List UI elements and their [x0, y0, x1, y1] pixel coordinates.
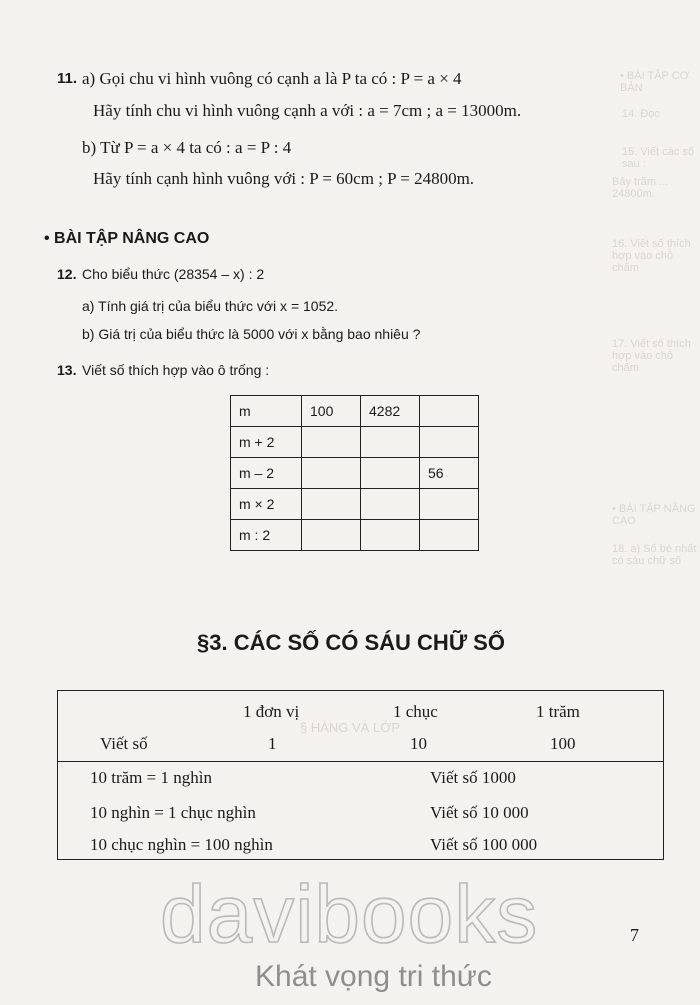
divider [58, 761, 663, 762]
table-cell: m [231, 396, 302, 427]
bleed-through-text: 15. Viết các số sau : [622, 146, 694, 170]
bleed-through-text: 17. Viết số thích hợp vào chỗ chấm [612, 338, 691, 374]
exercise-number: 12. [57, 266, 77, 282]
bleed-through-text: Bảy trăm ... 24800m. [612, 176, 669, 200]
table-cell [302, 427, 361, 458]
table-cell [302, 489, 361, 520]
bleed-through-text: 18. a) Số bé nhất có sáu chữ số [612, 543, 697, 567]
table-cell [420, 520, 479, 551]
exercise-12b: b) Giá trị của biểu thức là 5000 với x bằng bao nhiêu ? [82, 326, 421, 342]
exercise-11b-text: b) Từ P = a × 4 ta có : a = P : 4 [82, 138, 292, 157]
conversion-written: Viết số 1000 [430, 768, 516, 787]
table-cell [361, 427, 420, 458]
table-cell [420, 489, 479, 520]
watermark-slogan: Khát vọng tri thức [255, 960, 492, 993]
table-cell [420, 396, 479, 427]
table-row [231, 427, 479, 458]
table-row [231, 489, 479, 520]
bleed-through-text: § HÀNG VÀ LỚP [300, 720, 401, 735]
table-cell [361, 520, 420, 551]
exercise-13-intro: Viết số thích hợp vào ô trống : [82, 362, 270, 378]
table-row [231, 520, 479, 551]
table-cell [361, 489, 420, 520]
table-cell: 4282 [361, 396, 420, 427]
written-number: 10 [410, 734, 427, 753]
section-heading: • BÀI TẬP NÂNG CAO [44, 230, 210, 247]
table-cell: m × 2 [231, 489, 302, 520]
table-cell [361, 458, 420, 489]
table-cell: 100 [302, 396, 361, 427]
bleed-through-text: • BÀI TẬP CƠ BẢN [620, 70, 690, 94]
exercise-12a: a) Tính giá trị của biểu thức với x = 1052. [82, 298, 339, 314]
watermark-brand: davibooks [160, 869, 539, 960]
bleed-through-text: 14. Đọc [622, 108, 660, 120]
written-number: 100 [550, 734, 576, 753]
written-number: 1 [268, 734, 277, 753]
fill-in-table [230, 395, 479, 551]
table-row [231, 458, 479, 489]
conversion-written: Viết số 100 000 [430, 835, 538, 854]
table-cell: 56 [420, 458, 479, 489]
bleed-through-text: 16. Viết số thích hợp vào chỗ chấm [612, 238, 691, 274]
table-cell: m : 2 [231, 520, 302, 551]
exercise-11a-text: a) Gọi chu vi hình vuông có cạnh a là P ta có : P = a × 4 [82, 69, 462, 88]
table-cell: m + 2 [231, 427, 302, 458]
conversion-text: 10 chục nghìn = 100 nghìn [90, 835, 273, 854]
table-cell: m – 2 [231, 458, 302, 489]
table-cell [420, 427, 479, 458]
table-cell [302, 458, 361, 489]
exercise-11b-task: Hãy tính cạnh hình vuông với : P = 60cm ; P = 24800m. [93, 169, 475, 188]
write-label: Viết số [100, 734, 148, 753]
conversion-text: 10 nghìn = 1 chục nghìn [90, 803, 256, 822]
table-cell [302, 520, 361, 551]
exercise-number: 11. [57, 70, 78, 87]
place-header: 1 trăm [536, 702, 580, 721]
bleed-through-text: • BÀI TẬP NÂNG CAO [612, 503, 696, 527]
chapter-title: §3. CÁC SỐ CÓ SÁU CHỮ SỐ [197, 630, 505, 655]
exercise-12-intro: Cho biểu thức (28354 – x) : 2 [82, 266, 265, 282]
exercise-number: 13. [57, 362, 77, 378]
conversion-written: Viết số 10 000 [430, 803, 529, 822]
conversion-text: 10 trăm = 1 nghìn [90, 768, 212, 787]
place-header: 1 chục [393, 702, 438, 721]
page-number: 7 [630, 925, 639, 945]
exercise-11a-task: Hãy tính chu vi hình vuông cạnh a với : a = 7cm ; a = 13000m. [93, 101, 522, 120]
table-row [231, 396, 479, 427]
place-header: 1 đơn vị [243, 702, 300, 721]
